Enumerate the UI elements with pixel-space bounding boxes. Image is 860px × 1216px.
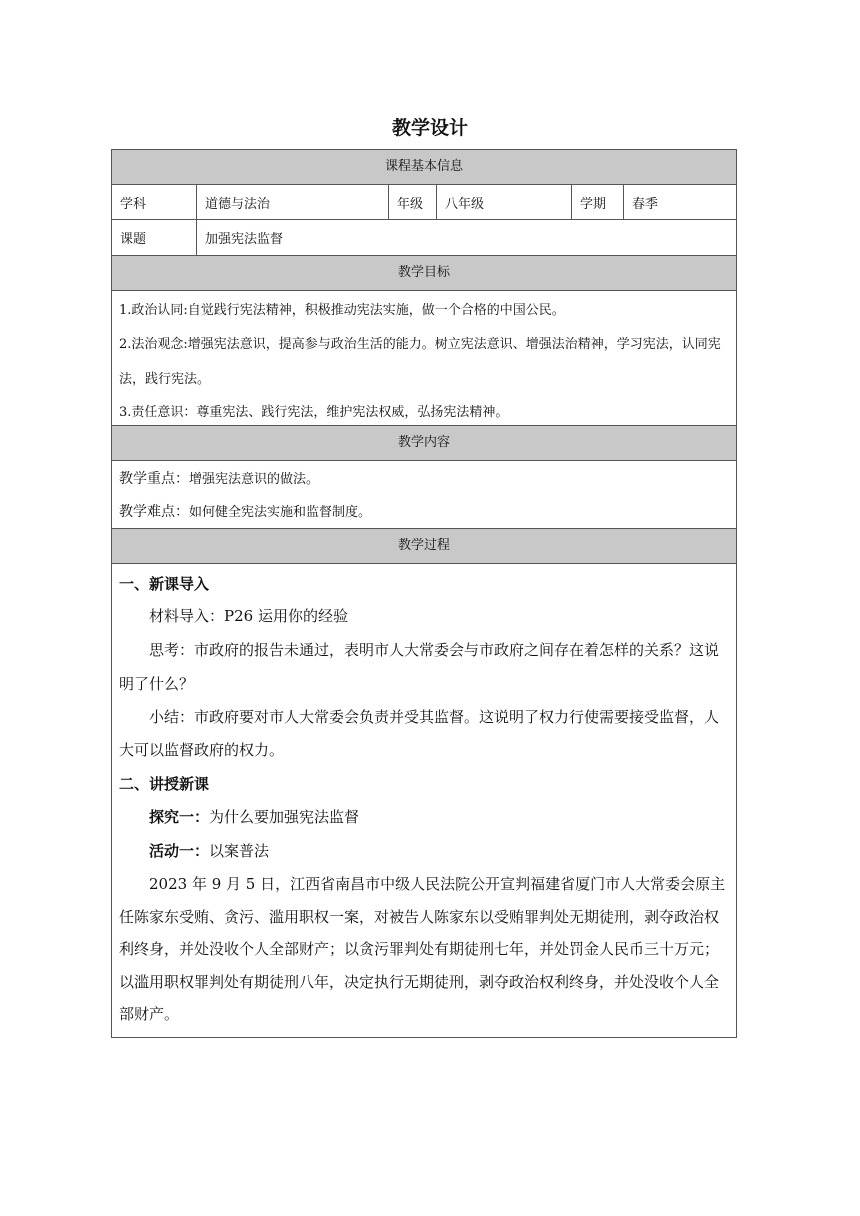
topic-row <box>112 220 736 256</box>
difficult-point-value: 如何健全宪法实施和监督制度。 <box>189 505 372 520</box>
section-header-content: 教学内容 <box>112 426 736 461</box>
key-point-label: 教学重点： <box>119 471 189 487</box>
activity-one-label: 活动一： <box>149 842 210 860</box>
key-point <box>119 463 730 496</box>
term-value: 春季 <box>632 196 659 212</box>
section-header-process: 教学过程 <box>112 529 736 564</box>
term-label: 学期 <box>572 185 624 219</box>
content-block <box>112 461 736 529</box>
material-intro: 材料导入：P26 运用你的经验 <box>149 607 348 625</box>
grade-value: 八年级 <box>437 185 572 219</box>
goal-2: 2.法治观念:增强宪法意识，提高参与政治生活的能力。树立宪法意识、增强法治精神，学习宪法，认同宪法，践行宪法。 <box>119 337 721 387</box>
explore-one-label: 探究一： <box>149 808 210 826</box>
section-header-goals: 教学目标 <box>112 256 736 291</box>
goals-block <box>112 291 736 426</box>
document-title: 教学设计 <box>391 117 468 139</box>
activity-one-value: 以案普法 <box>209 842 270 860</box>
lesson-plan-table <box>111 149 737 1038</box>
subject-label: 学科 <box>112 185 197 219</box>
subject-value: 道德与法治 <box>197 185 389 219</box>
think-paragraph: 思考：市政府的报告未通过，表明市人大常委会与市政府之间存在着怎样的关系？这说明了什么？ <box>119 641 720 693</box>
summary-paragraph: 小结：市政府要对市人大常委会负责并受其监督。这说明了权力行使需要接受监督，人大可以监督政府的权力。 <box>119 708 720 759</box>
grade-label: 年级 <box>389 185 437 219</box>
key-point-value: 增强宪法意识的做法。 <box>189 472 320 487</box>
difficult-point <box>119 496 730 529</box>
goal-3: 3.责任意识：尊重宪法、践行宪法，维护宪法权威，弘扬宪法精神。 <box>119 405 509 420</box>
explore-one-value: 为什么要加强宪法监督 <box>209 808 360 826</box>
teach-new-heading: 二、讲授新课 <box>119 775 210 793</box>
info-row <box>112 185 736 220</box>
difficult-point-label: 教学难点： <box>119 504 189 520</box>
new-lesson-intro-heading: 一、新课导入 <box>119 575 210 593</box>
activity-one <box>119 834 730 868</box>
topic-label: 课题 <box>112 220 197 255</box>
process-block <box>112 564 736 1037</box>
topic-value: 加强宪法监督 <box>205 232 284 247</box>
section-header-basic-info: 课程基本信息 <box>112 150 736 185</box>
explore-one <box>119 801 730 834</box>
goal-1: 1.政治认同:自觉践行宪法精神，积极推动宪法实施，做一个合格的中国公民。 <box>119 303 565 318</box>
case-paragraph: 2023 年 9 月 5 日，江西省南昌市中级人民法院公开宣判福建省厦门市人大常委会原主任陈家东受贿、贪污、滥用职权一案，对被告人陈家东以受贿罪判处无期徒刑，剥夺政治权利终身，并处没收个人全部财产；以贪污罪判处有期徒刑七年，并处罚金人民币三十万元；以滥用职权罪判处有期徒刑八年，决定执行无期徒刑，剥夺政治权利终身，并处没收个人全部财产。 <box>119 875 726 1023</box>
